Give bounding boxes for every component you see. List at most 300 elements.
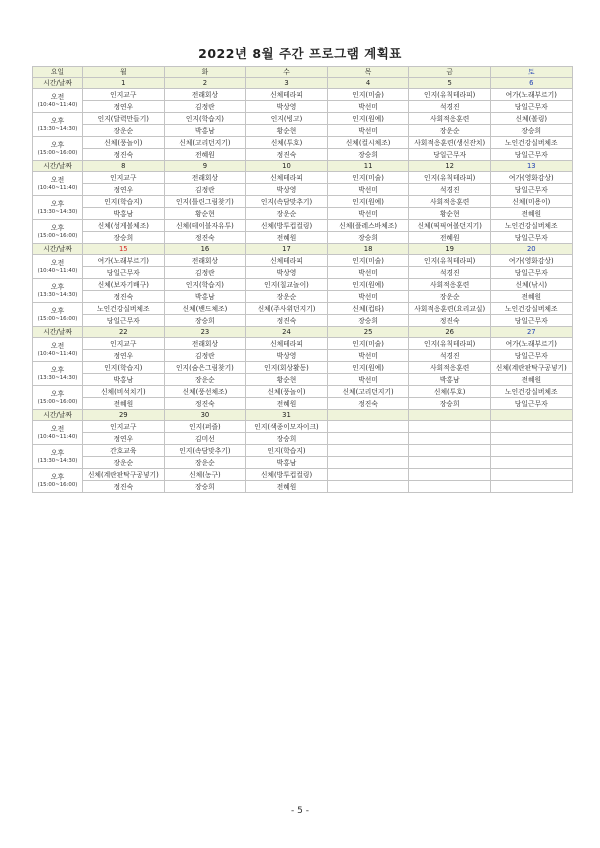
activity-cell: 인지(원예) — [327, 196, 409, 208]
staff-cell: 정진숙 — [164, 398, 246, 410]
activity-cell: 인지(원예) — [327, 279, 409, 291]
activity-cell: 전래회상 — [164, 255, 246, 267]
activity-cell: 신체(밴드체조) — [164, 303, 246, 315]
staff-cell: 당일근무자 — [490, 149, 572, 161]
staff-cell: 황순현 — [409, 208, 491, 220]
staff-cell: 당일근무자 — [409, 149, 491, 161]
staff-cell: 정진숙 — [327, 398, 409, 410]
activity-cell: 노인건강실버체조 — [490, 137, 572, 149]
date-cell: 16 — [164, 244, 246, 255]
staff-cell: 정진숙 — [83, 149, 165, 161]
period-time: (10:40~11:40) — [37, 184, 78, 191]
activity-cell: 인지(유칙테라피) — [409, 255, 491, 267]
staff-row — [33, 481, 573, 493]
activity-row — [33, 137, 573, 149]
activity-row — [33, 196, 573, 208]
period-name: 오후 — [50, 306, 65, 315]
activity-cell: 신체(성게볼체조) — [83, 220, 165, 232]
staff-cell: 당일근무자 — [490, 184, 572, 196]
activity-cell: 노인건강실버체조 — [490, 386, 572, 398]
date-cell — [327, 410, 409, 421]
period-label — [33, 137, 83, 161]
activity-cell — [490, 445, 572, 457]
staff-cell — [409, 481, 491, 493]
staff-cell: 장운순 — [409, 291, 491, 303]
activity-cell: 신체(컵타) — [327, 303, 409, 315]
activity-cell: 여가(노래부르기) — [83, 255, 165, 267]
activity-cell: 신체(플레스바체조) — [327, 220, 409, 232]
activity-row — [33, 255, 573, 267]
activity-cell: 노인건강실버체조 — [83, 303, 165, 315]
staff-row — [33, 208, 573, 220]
activity-row — [33, 89, 573, 101]
staff-cell: 박홍남 — [164, 291, 246, 303]
staff-cell: 박홍남 — [83, 208, 165, 220]
date-cell: 8 — [83, 161, 165, 172]
header-corner: 요일 — [33, 67, 83, 78]
activity-cell: 신체(풍놀이) — [246, 386, 328, 398]
staff-cell: 박상영 — [246, 350, 328, 362]
period-time: (13:30~14:30) — [37, 457, 78, 464]
page-number: - 5 - — [291, 806, 309, 816]
activity-cell: 신체(계란판탁구공넣기) — [490, 362, 572, 374]
period-label — [33, 445, 83, 469]
staff-cell: 황순현 — [246, 374, 328, 386]
staff-cell: 당일근무자 — [490, 267, 572, 279]
staff-row — [33, 374, 573, 386]
date-cell: 11 — [327, 161, 409, 172]
activity-cell: 전래회상 — [164, 172, 246, 184]
schedule-body — [33, 67, 573, 493]
activity-cell: 사회적응훈련 — [409, 362, 491, 374]
period-label — [33, 303, 83, 327]
staff-cell: 정진숙 — [164, 232, 246, 244]
date-row — [33, 161, 573, 172]
weekday-header-tue: 화 — [164, 67, 246, 78]
period-label — [33, 113, 83, 137]
activity-cell: 신체(낚시) — [490, 279, 572, 291]
activity-row — [33, 386, 573, 398]
page-title: 2022년 8월 주간 프로그램 계획표 — [198, 46, 402, 61]
activity-cell: 사회적응훈련(요리교실) — [409, 303, 491, 315]
date-cell: 6 — [490, 78, 572, 89]
period-label — [33, 338, 83, 362]
activity-cell: 인지(원예) — [327, 362, 409, 374]
activity-cell: 신체(방투컵컬링) — [246, 220, 328, 232]
staff-cell: 전혜원 — [246, 481, 328, 493]
staff-cell: 정연우 — [83, 350, 165, 362]
staff-cell: 전혜원 — [246, 232, 328, 244]
staff-cell: 정진숙 — [83, 481, 165, 493]
date-row — [33, 327, 573, 338]
staff-cell: 장운순 — [246, 208, 328, 220]
period-name: 오전 — [50, 424, 65, 433]
staff-cell: 박선미 — [327, 291, 409, 303]
staff-row — [33, 232, 573, 244]
staff-row — [33, 350, 573, 362]
staff-cell: 황순현 — [164, 208, 246, 220]
period-label — [33, 89, 83, 113]
activity-cell: 인지(달력만들기) — [83, 113, 165, 125]
date-row — [33, 78, 573, 89]
activity-cell: 신체(비석치기) — [83, 386, 165, 398]
period-time: (10:40~11:40) — [37, 350, 78, 357]
staff-cell: 장승희 — [327, 149, 409, 161]
staff-cell: 장운순 — [164, 457, 246, 469]
activity-cell: 인지교구 — [83, 338, 165, 350]
activity-cell — [327, 421, 409, 433]
period-name: 오전 — [50, 92, 65, 101]
activity-cell: 인지(속담맞추기) — [164, 445, 246, 457]
staff-cell: 정연우 — [83, 101, 165, 113]
date-cell: 20 — [490, 244, 572, 255]
date-cell — [409, 410, 491, 421]
activity-cell: 신체테라피 — [246, 255, 328, 267]
staff-cell: 당일근무자 — [490, 350, 572, 362]
period-time: (10:40~11:40) — [37, 267, 78, 274]
staff-cell: 정진숙 — [409, 315, 491, 327]
activity-cell: 여가(영화감상) — [490, 172, 572, 184]
activity-cell: 인지(퍼즐) — [164, 421, 246, 433]
staff-cell: 장승희 — [164, 481, 246, 493]
activity-cell: 신체(투호) — [246, 137, 328, 149]
activity-cell: 인지(색종이모자이크) — [246, 421, 328, 433]
staff-cell: 김미선 — [164, 433, 246, 445]
date-cell: 29 — [83, 410, 165, 421]
date-cell: 26 — [409, 327, 491, 338]
period-time: (13:30~14:30) — [37, 208, 78, 215]
activity-cell: 인지(미술) — [327, 89, 409, 101]
activity-cell: 사회적응훈련 — [409, 196, 491, 208]
staff-row — [33, 125, 573, 137]
period-label — [33, 421, 83, 445]
staff-cell: 당일근무자 — [490, 315, 572, 327]
staff-cell: 장승희 — [409, 398, 491, 410]
staff-cell: 당일근무자 — [83, 267, 165, 279]
activity-cell: 인지(유칙테라피) — [409, 338, 491, 350]
activity-cell: 인지교구 — [83, 172, 165, 184]
period-time: (15:00~16:00) — [37, 398, 78, 405]
activity-cell: 신체(방투컵컬링) — [246, 469, 328, 481]
activity-cell — [490, 469, 572, 481]
date-cell: 31 — [246, 410, 328, 421]
weekday-header-fri: 금 — [409, 67, 491, 78]
period-label — [33, 469, 83, 493]
date-cell: 2 — [164, 78, 246, 89]
staff-row — [33, 267, 573, 279]
date-cell: 13 — [490, 161, 572, 172]
period-label — [33, 279, 83, 303]
activity-cell: 신체(고리던지기) — [327, 386, 409, 398]
staff-cell: 전혜원 — [490, 374, 572, 386]
activity-cell: 여가(영화감상) — [490, 255, 572, 267]
period-name: 오전 — [50, 175, 65, 184]
staff-cell — [327, 481, 409, 493]
period-label — [33, 196, 83, 220]
staff-cell: 박상영 — [246, 184, 328, 196]
staff-cell: 정연우 — [83, 184, 165, 196]
activity-cell: 신체(풍선체조) — [164, 386, 246, 398]
period-time: (13:30~14:30) — [37, 291, 78, 298]
period-label — [33, 255, 83, 279]
activity-cell: 신체(볼링) — [490, 113, 572, 125]
period-name: 오후 — [50, 448, 65, 457]
staff-cell: 석경진 — [409, 101, 491, 113]
activity-cell: 인지(빙고) — [246, 113, 328, 125]
staff-cell: 김정란 — [164, 267, 246, 279]
activity-cell: 여가(노래부르기) — [490, 89, 572, 101]
activity-row — [33, 113, 573, 125]
staff-cell: 장승희 — [83, 232, 165, 244]
staff-cell: 박홍남 — [83, 374, 165, 386]
activity-cell: 신체테라피 — [246, 89, 328, 101]
activity-cell — [327, 445, 409, 457]
staff-cell: 석경진 — [409, 267, 491, 279]
date-row — [33, 244, 573, 255]
weekday-header-mon: 월 — [83, 67, 165, 78]
date-row — [33, 410, 573, 421]
period-name: 오후 — [50, 365, 65, 374]
activity-cell: 신체(보자기배구) — [83, 279, 165, 291]
activity-cell: 신체(계란판탁구공넣기) — [83, 469, 165, 481]
staff-row — [33, 457, 573, 469]
activity-row — [33, 445, 573, 457]
period-time: (15:00~16:00) — [37, 232, 78, 239]
activity-row — [33, 303, 573, 315]
period-name: 오후 — [50, 223, 65, 232]
weekday-header-wed: 수 — [246, 67, 328, 78]
activity-row — [33, 421, 573, 433]
activity-cell: 인지(학습지) — [83, 196, 165, 208]
weekday-header-sat: 토 — [490, 67, 572, 78]
activity-cell: 노인건강실버체조 — [490, 220, 572, 232]
staff-cell: 장운순 — [409, 125, 491, 137]
activity-cell: 사회적응훈련(생신잔치) — [409, 137, 491, 149]
staff-row — [33, 184, 573, 196]
staff-row — [33, 398, 573, 410]
staff-cell — [409, 433, 491, 445]
staff-cell: 장운순 — [83, 125, 165, 137]
staff-cell: 박선미 — [327, 101, 409, 113]
period-time: (10:40~11:40) — [37, 101, 78, 108]
activity-cell: 간호교육 — [83, 445, 165, 457]
activity-cell: 노인건강실버체조 — [490, 303, 572, 315]
activity-row — [33, 362, 573, 374]
activity-cell: 인지(칠교놀이) — [246, 279, 328, 291]
activity-cell — [409, 445, 491, 457]
period-label — [33, 386, 83, 410]
staff-cell: 장운순 — [83, 457, 165, 469]
staff-cell: 박선미 — [327, 125, 409, 137]
staff-cell — [490, 481, 572, 493]
activity-cell: 인지(숨은그림찾기) — [164, 362, 246, 374]
period-time: (15:00~16:00) — [37, 315, 78, 322]
activity-cell: 신체(컬시체조) — [327, 137, 409, 149]
date-cell: 1 — [83, 78, 165, 89]
activity-cell: 인지(학습지) — [164, 113, 246, 125]
staff-cell: 석경진 — [409, 350, 491, 362]
activity-cell: 사회적응훈련 — [409, 113, 491, 125]
staff-cell: 전혜원 — [490, 208, 572, 220]
date-cell: 4 — [327, 78, 409, 89]
activity-cell: 인지(미술) — [327, 255, 409, 267]
staff-cell: 장운순 — [164, 374, 246, 386]
activity-cell: 인지교구 — [83, 421, 165, 433]
date-cell: 15 — [83, 244, 165, 255]
weekday-header-row — [33, 67, 573, 78]
period-name: 오후 — [50, 472, 65, 481]
staff-cell: 박상영 — [246, 267, 328, 279]
staff-cell — [327, 457, 409, 469]
period-label — [33, 172, 83, 196]
period-name: 오전 — [50, 341, 65, 350]
activity-cell — [409, 421, 491, 433]
staff-cell: 당일근무자 — [490, 232, 572, 244]
period-name: 오후 — [50, 199, 65, 208]
staff-cell: 정연우 — [83, 433, 165, 445]
period-time: (13:30~14:30) — [37, 125, 78, 132]
staff-cell: 박선미 — [327, 374, 409, 386]
activity-cell: 인지(유칙테라피) — [409, 89, 491, 101]
staff-cell: 석경진 — [409, 184, 491, 196]
activity-cell: 신체(풍놀이) — [83, 137, 165, 149]
activity-row — [33, 172, 573, 184]
staff-cell: 정진숙 — [246, 149, 328, 161]
activity-row — [33, 469, 573, 481]
period-name: 오후 — [50, 116, 65, 125]
activity-cell: 인지(회상활동) — [246, 362, 328, 374]
staff-cell: 장승희 — [327, 232, 409, 244]
date-cell: 10 — [246, 161, 328, 172]
activity-cell: 전래회상 — [164, 89, 246, 101]
staff-cell: 김정란 — [164, 350, 246, 362]
activity-cell: 인지교구 — [83, 89, 165, 101]
date-cell: 17 — [246, 244, 328, 255]
staff-cell — [327, 433, 409, 445]
staff-row — [33, 433, 573, 445]
activity-cell: 신체(테이블자유투) — [164, 220, 246, 232]
activity-cell: 신체테라피 — [246, 172, 328, 184]
staff-cell: 전혜원 — [409, 232, 491, 244]
staff-cell: 박상영 — [246, 101, 328, 113]
period-name: 오전 — [50, 258, 65, 267]
date-cell: 27 — [490, 327, 572, 338]
activity-cell: 인지(유칙테라피) — [409, 172, 491, 184]
staff-cell: 박홍남 — [164, 125, 246, 137]
date-cell: 23 — [164, 327, 246, 338]
staff-cell: 김정란 — [164, 184, 246, 196]
period-time: (15:00~16:00) — [37, 149, 78, 156]
staff-cell: 황순현 — [246, 125, 328, 137]
activity-row — [33, 338, 573, 350]
date-cell: 18 — [327, 244, 409, 255]
staff-cell: 정진숙 — [83, 291, 165, 303]
staff-row — [33, 101, 573, 113]
period-name: 오후 — [50, 140, 65, 149]
staff-cell: 장승희 — [246, 433, 328, 445]
activity-cell: 신체(투호) — [409, 386, 491, 398]
date-row-label: 시간/날짜 — [33, 410, 83, 421]
date-row-label: 시간/날짜 — [33, 244, 83, 255]
staff-cell: 박홍남 — [246, 457, 328, 469]
date-cell: 5 — [409, 78, 491, 89]
activity-cell: 여가(노래부르기) — [490, 338, 572, 350]
staff-cell: 장승희 — [164, 315, 246, 327]
date-cell: 22 — [83, 327, 165, 338]
activity-cell: 신체(주사위던지기) — [246, 303, 328, 315]
date-cell: 12 — [409, 161, 491, 172]
date-cell: 9 — [164, 161, 246, 172]
staff-cell — [490, 433, 572, 445]
date-row-label: 시간/날짜 — [33, 327, 83, 338]
activity-cell: 인지(미술) — [327, 338, 409, 350]
activity-cell — [327, 469, 409, 481]
date-cell: 30 — [164, 410, 246, 421]
staff-row — [33, 291, 573, 303]
staff-cell: 박홍남 — [409, 374, 491, 386]
staff-cell: 당일근무자 — [83, 315, 165, 327]
activity-cell: 인지(학습지) — [164, 279, 246, 291]
activity-cell — [409, 469, 491, 481]
activity-cell: 인지(원예) — [327, 113, 409, 125]
date-row-label: 시간/날짜 — [33, 78, 83, 89]
date-cell — [490, 410, 572, 421]
activity-cell: 신체테라피 — [246, 338, 328, 350]
activity-cell: 신체(픽픽여볼던지기) — [409, 220, 491, 232]
activity-cell: 인지(학습지) — [246, 445, 328, 457]
weekly-schedule-table — [32, 66, 573, 493]
activity-cell: 인지(학습지) — [83, 362, 165, 374]
date-cell: 24 — [246, 327, 328, 338]
activity-cell: 신체(미용이) — [490, 196, 572, 208]
date-cell: 19 — [409, 244, 491, 255]
staff-cell: 전혜원 — [246, 398, 328, 410]
staff-cell: 박선미 — [327, 350, 409, 362]
staff-cell: 김정란 — [164, 101, 246, 113]
staff-cell: 박선미 — [327, 184, 409, 196]
activity-cell: 신체(농구) — [164, 469, 246, 481]
period-label — [33, 220, 83, 244]
period-name: 오후 — [50, 389, 65, 398]
staff-row — [33, 149, 573, 161]
activity-cell — [490, 421, 572, 433]
period-label — [33, 362, 83, 386]
staff-row — [33, 315, 573, 327]
staff-cell: 장승희 — [490, 125, 572, 137]
activity-cell: 인지(속담맞추기) — [246, 196, 328, 208]
staff-cell: 장운순 — [246, 291, 328, 303]
activity-cell: 전래회상 — [164, 338, 246, 350]
staff-cell: 전혜원 — [490, 291, 572, 303]
date-cell: 3 — [246, 78, 328, 89]
date-row-label: 시간/날짜 — [33, 161, 83, 172]
staff-cell: 장승희 — [327, 315, 409, 327]
period-time: (15:00~16:00) — [37, 481, 78, 488]
period-time: (13:30~14:30) — [37, 374, 78, 381]
period-time: (10:40~11:40) — [37, 433, 78, 440]
staff-cell: 전혜원 — [164, 149, 246, 161]
activity-row — [33, 279, 573, 291]
activity-cell: 인지(미술) — [327, 172, 409, 184]
activity-cell: 신체(고리던지기) — [164, 137, 246, 149]
staff-cell: 정진숙 — [246, 315, 328, 327]
staff-cell: 당일근무자 — [490, 101, 572, 113]
staff-cell: 당일근무자 — [490, 398, 572, 410]
period-name: 오후 — [50, 282, 65, 291]
date-cell: 25 — [327, 327, 409, 338]
activity-cell: 인지(틀린그림찾기) — [164, 196, 246, 208]
staff-cell: 박선미 — [327, 208, 409, 220]
